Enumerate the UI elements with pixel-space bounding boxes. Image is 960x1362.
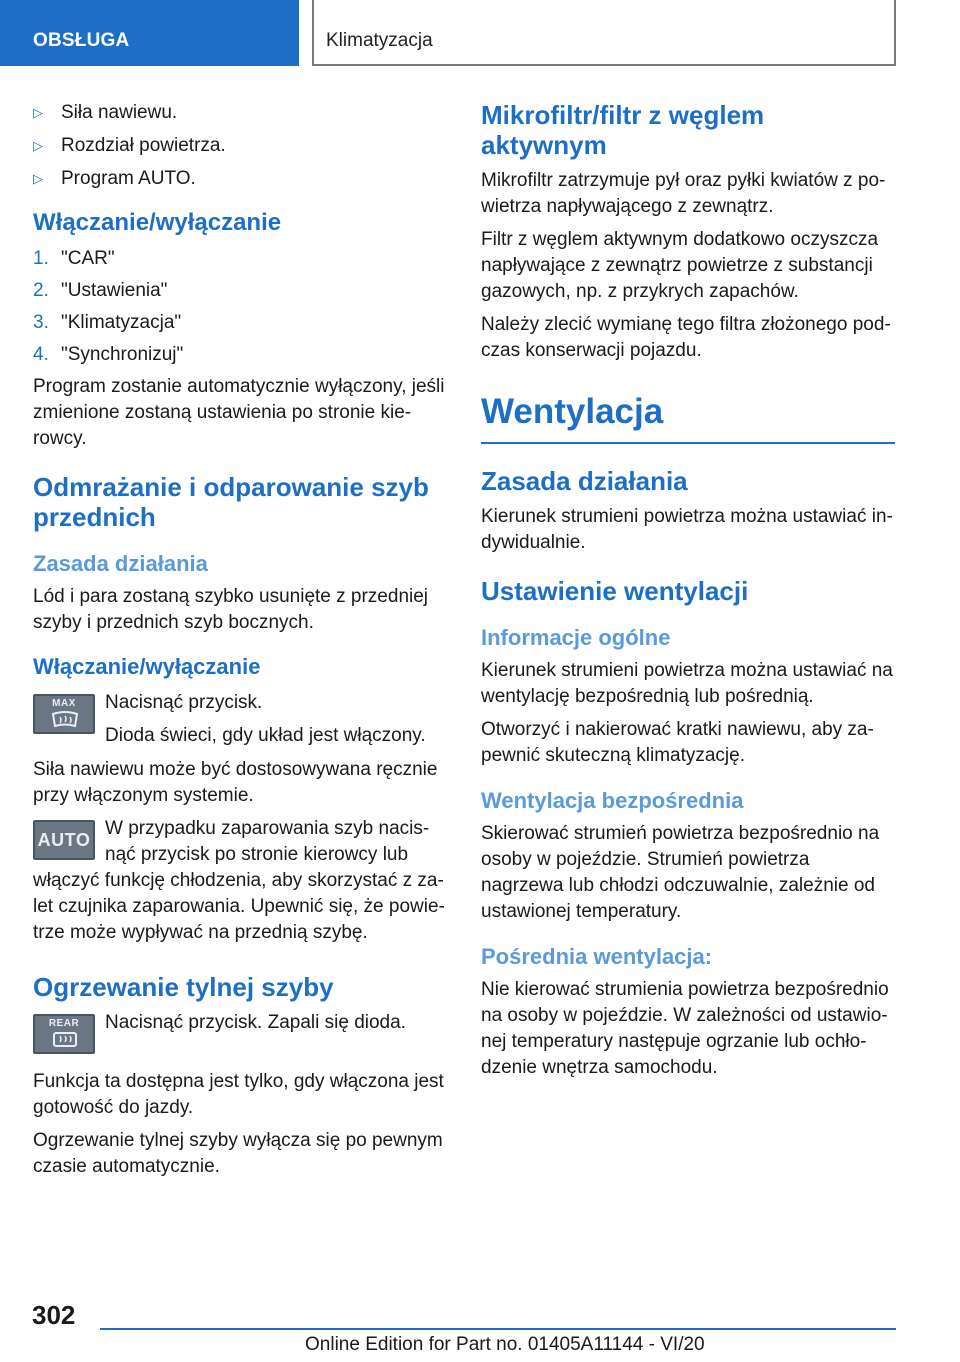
rear-window-heating-icon bbox=[51, 1030, 79, 1052]
paragraph: Nie kierować strumienia powietrza bezpośrednio na osoby w pojeździe. W zależności od ustawionej temperatury następuje ogrzanie lub ochłodzenie wnętrza samochodu. bbox=[481, 979, 889, 1078]
step-item: 3. "Klimatyzacja" bbox=[33, 312, 182, 333]
heading-rear-heating: Ogrzewanie tylnej szyby bbox=[33, 972, 334, 1002]
bullet-item: ▷ Siła nawiewu. bbox=[33, 100, 445, 126]
footer-divider bbox=[100, 1328, 896, 1330]
auto-row bbox=[33, 816, 445, 946]
heading-defrost: Odmrażanie i odparowanie szyb przednich bbox=[33, 472, 429, 532]
paragraph: Kierunek strumieni powietrza można ustawiać na wentylację bezpośrednią lub pośrednią. bbox=[481, 660, 893, 707]
windshield-defrost-icon bbox=[51, 710, 79, 732]
triangle-bullet-icon: ▷ bbox=[33, 138, 43, 153]
triangle-bullet-icon: ▷ bbox=[33, 171, 43, 186]
triangle-bullet-icon: ▷ bbox=[33, 105, 43, 120]
heading-filter: Mikrofiltr/filtr z węglem aktywnym bbox=[481, 100, 765, 160]
rear-defrost-button-icon: REAR bbox=[33, 1014, 95, 1054]
edition-note: Online Edition for Part no. 01405A11144 - VI/20 bbox=[305, 1334, 705, 1355]
paragraph: Nacisnąć przycisk. Zapali się dioda. Funkcja ta dostępna jest tylko, gdy włączona jest gotowość do jazdy. bbox=[33, 1012, 444, 1118]
heading-general-info: Informacje ogólne bbox=[481, 625, 671, 650]
section-title: OBSŁUGA bbox=[33, 30, 130, 51]
heading-indirect-vent: Pośrednia wentylacja: bbox=[481, 944, 713, 969]
left-column bbox=[33, 100, 445, 1187]
paragraph: Należy zlecić wymianę tego filtra złożonego podczas konserwacji pojazdu. bbox=[481, 314, 891, 361]
chapter-tab bbox=[312, 0, 896, 66]
heading-principle: Zasada działania bbox=[481, 466, 688, 496]
max-defrost-row bbox=[33, 690, 445, 749]
rear-row bbox=[33, 1010, 445, 1121]
paragraph: Filtr z węglem aktywnym dodatkowo oczyszcza napływające z zewnątrz powietrze z substancji gazowych, np. z przykrych zapachów. bbox=[481, 229, 879, 302]
paragraph: Mikrofiltr zatrzymuje pył oraz pyłki kwiatów z powietrza napływającego z zewnątrz. bbox=[481, 170, 886, 217]
paragraph: Lód i para zostaną szybko usunięte z przedniej szyby i przednich szyb bocznych. bbox=[33, 586, 429, 633]
bullet-item: ▷ Rozdział powietrza. bbox=[33, 133, 445, 159]
section-tab bbox=[0, 0, 299, 66]
heading-onoff: Włączanie/wyłączanie bbox=[33, 654, 261, 679]
heading-onoff: Włączanie/wyłączanie bbox=[33, 209, 282, 236]
heading-direct-vent: Wentylacja bezpośrednia bbox=[481, 788, 744, 813]
paragraph: Dioda świeci, gdy układ jest włączony. bbox=[105, 725, 426, 746]
paragraph: Kierunek strumieni powietrza można ustawiać indywidualnie. bbox=[481, 506, 893, 553]
step-item: 1. "CAR" bbox=[33, 248, 115, 269]
max-defrost-button-icon: MAX bbox=[33, 694, 95, 734]
paragraph: W przypadku zaparowania szyb nacisnąć przycisk po stronie kierowcy lub włączyć funkcję chłodzenia, aby skorzystać z zalet czujnika zaparowania. Upewnić się, że powietrze może wypływać na przednią szybę. bbox=[33, 818, 445, 943]
heading-vent-setting: Ustawienie wentylacji bbox=[481, 576, 749, 606]
right-column bbox=[481, 100, 895, 1088]
paragraph: Skierować strumień powietrza bezpośrednio na osoby w pojeździe. Strumień powietrza nagrzewa lub chłodzi odczuwalnie, zależnie od ustawionej temperatury. bbox=[481, 823, 880, 922]
bullet-item: ▷ Program AUTO. bbox=[33, 166, 445, 192]
step-item: 2. "Ustawienia" bbox=[33, 280, 168, 301]
paragraph: Ogrzewanie tylnej szyby wyłącza się po pewnym czasie automatycznie. bbox=[33, 1130, 443, 1177]
heading-ventilation: Wentylacja bbox=[481, 390, 895, 444]
paragraph: Nacisnąć przycisk. bbox=[105, 692, 263, 713]
paragraph: Program zostanie automatycznie wyłączony, jeśli zmienione zostaną ustawienia po stronie kierowcy. bbox=[33, 376, 445, 449]
heading-principle: Zasada działania bbox=[33, 551, 208, 576]
paragraph: Otworzyć i nakierować kratki nawiewu, aby zapewnić skuteczną klimatyzację. bbox=[481, 719, 874, 766]
paragraph: Siła nawiewu może być dostosowywana ręcznie przy włączonym systemie. bbox=[33, 759, 438, 806]
step-item: 4. "Synchronizuj" bbox=[33, 344, 184, 365]
page-number: 302 bbox=[32, 1300, 76, 1330]
chapter-title: Klimatyzacja bbox=[326, 30, 433, 51]
auto-button-icon: AUTO bbox=[33, 820, 95, 860]
